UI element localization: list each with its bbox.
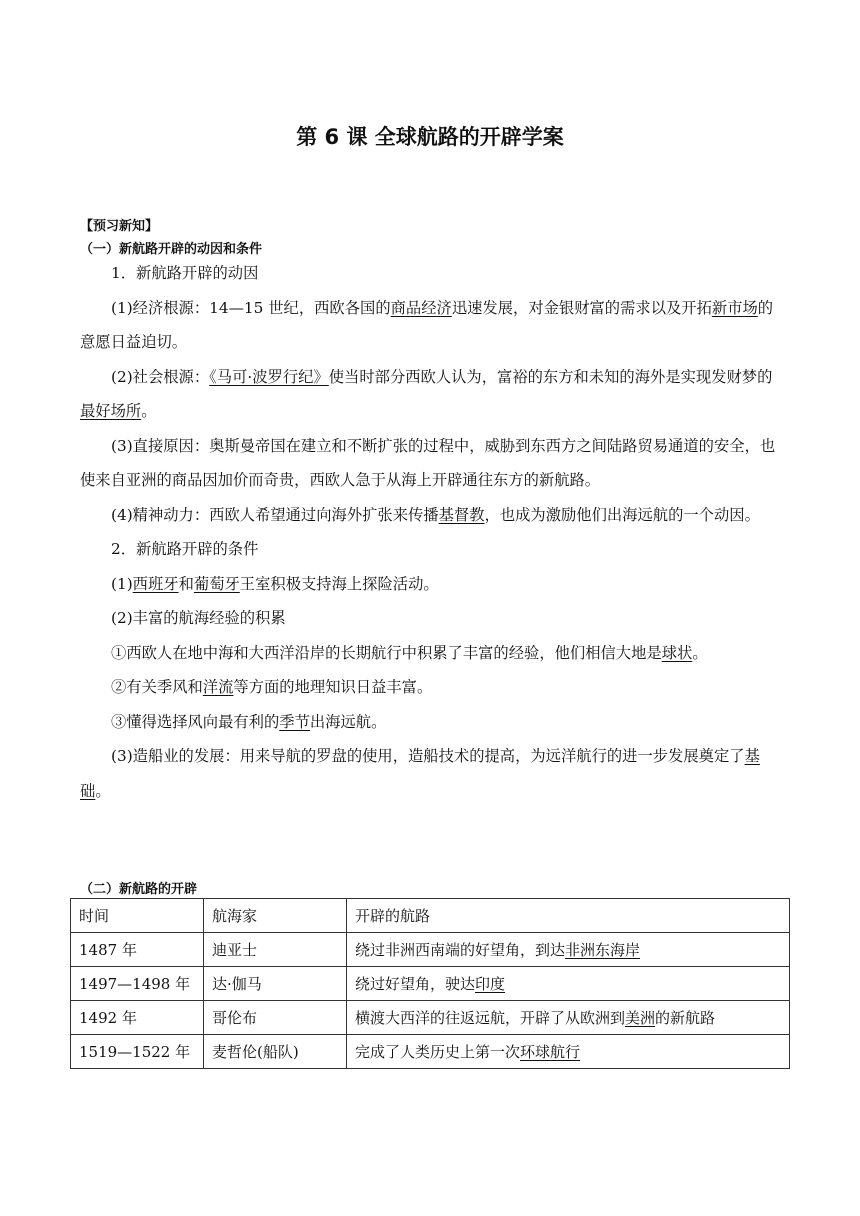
text: (3)造船业的发展：用来导航的罗盘的使用，造船技术的提高，为远洋航行的进一步发展奠定了 [111, 747, 745, 765]
cell-route [347, 967, 790, 1001]
column-header: 时间 [71, 899, 204, 933]
blank-answer: 商品经济 [390, 298, 452, 317]
blank-answer: 基础 [80, 747, 760, 800]
blank-answer: 季节 [279, 712, 310, 731]
text: 的新航路 [655, 1009, 716, 1027]
condition-2: (2)丰富的航海经验的积累 [111, 609, 286, 627]
table-row [71, 1035, 790, 1069]
text: 王室积极支持海上探险活动。 [239, 574, 439, 593]
text: 完成了人类历史上第一次 [355, 1043, 521, 1061]
cell-navigator: 迪亚士 [204, 933, 347, 967]
cell-navigator: 麦哲伦(船队) [204, 1035, 347, 1069]
blank-answer: 环球航行 [520, 1043, 581, 1061]
blank-answer: 美洲 [625, 1009, 656, 1027]
text: ②有关季风和 [111, 678, 203, 696]
text: ①西欧人在地中海和大西洋沿岸的长期航行中积累了丰富的经验，他们相信大地是 [111, 643, 662, 662]
condition-2-2 [80, 670, 785, 705]
section-1-heading: （一）新航路开辟的动因和条件 [80, 242, 263, 257]
text: ③懂得选择风向最有利的 [111, 712, 280, 731]
table-row [71, 1001, 790, 1035]
blank-answer: 基督教 [438, 505, 485, 524]
text: ，也成为激励他们出海远航的一个动因。 [484, 505, 760, 524]
blank-answer: 球状 [661, 643, 693, 662]
paragraph-direct: (3)直接原因：奥斯曼帝国在建立和不断扩张的过程中，威胁到东西方之间陆路贸易通道的安全，也使来自亚洲的商品因加价而奇贵，西欧人急于从海上开辟通往东方的新航路。 [80, 436, 776, 489]
cell-time: 1487 年 [71, 933, 204, 967]
cell-route [347, 1001, 790, 1035]
column-header: 开辟的航路 [347, 899, 790, 933]
blank-answer: 印度 [475, 975, 506, 993]
table-row [71, 933, 790, 967]
text: 横渡大西洋的往返远航，开辟了从欧洲到 [355, 1009, 626, 1027]
page-title: 第 6 课 全球航路的开辟学案 [296, 125, 564, 149]
condition-2-1 [80, 636, 785, 671]
cell-navigator: 达·伽马 [204, 967, 347, 1001]
section-2-heading: （二）新航路的开辟 [80, 882, 198, 897]
text: 出海远航。 [309, 712, 387, 731]
voyages-table [70, 898, 790, 1069]
text: (2)社会根源： [111, 367, 210, 386]
paragraph-social [80, 360, 785, 429]
condition-1 [80, 567, 785, 602]
cell-time: 1519—1522 年 [71, 1035, 204, 1069]
text: (1) [111, 574, 133, 593]
cell-navigator: 哥伦布 [204, 1001, 347, 1035]
paragraph-spiritual [80, 498, 785, 533]
subheading-conditions: 2．新航路开辟的条件 [111, 540, 259, 558]
text: 绕过非洲西南端的好望角，到达 [355, 941, 566, 959]
blank-answer: 非洲东海岸 [565, 941, 641, 959]
preview-label: 【预习新知】 [80, 219, 159, 234]
blank-answer: 《马可·波罗行纪》 [209, 367, 329, 386]
text: (1)经济根源：14—15 世纪，西欧各国的 [111, 298, 391, 317]
text: 和 [178, 574, 194, 593]
text: (4)精神动力：西欧人希望通过向海外扩张来传播 [111, 505, 439, 524]
subheading-motives: 1．新航路开辟的动因 [111, 264, 259, 282]
table-row [71, 967, 790, 1001]
paragraph-economic [80, 291, 785, 360]
text: 。 [692, 643, 708, 662]
section-1-body [80, 256, 785, 808]
blank-answer: 最好场所 [80, 402, 142, 420]
cell-route [347, 933, 790, 967]
cell-time: 1492 年 [71, 1001, 204, 1035]
blank-answer: 洋流 [202, 678, 234, 696]
blank-answer: 西班牙 [132, 574, 179, 593]
cell-route [347, 1035, 790, 1069]
table-header-row [71, 899, 790, 933]
text: 绕过好望角，驶达 [355, 975, 476, 993]
text: 的意愿日益迫切。 [80, 298, 774, 351]
text: 等方面的地理知识日益丰富。 [233, 678, 433, 696]
text: 。 [95, 781, 111, 800]
cell-time: 1497—1498 年 [71, 967, 204, 1001]
blank-answer: 葡萄牙 [193, 574, 240, 593]
condition-2-3 [80, 705, 785, 740]
condition-3 [80, 739, 785, 808]
column-header: 航海家 [204, 899, 347, 933]
text: 迅速发展，对金银财富的需求以及开拓 [451, 298, 712, 317]
text: 。 [141, 402, 157, 420]
text: 使当时部分西欧人认为，富裕的东方和未知的海外是实现发财梦的 [328, 367, 773, 386]
blank-answer: 新市场 [711, 298, 758, 317]
